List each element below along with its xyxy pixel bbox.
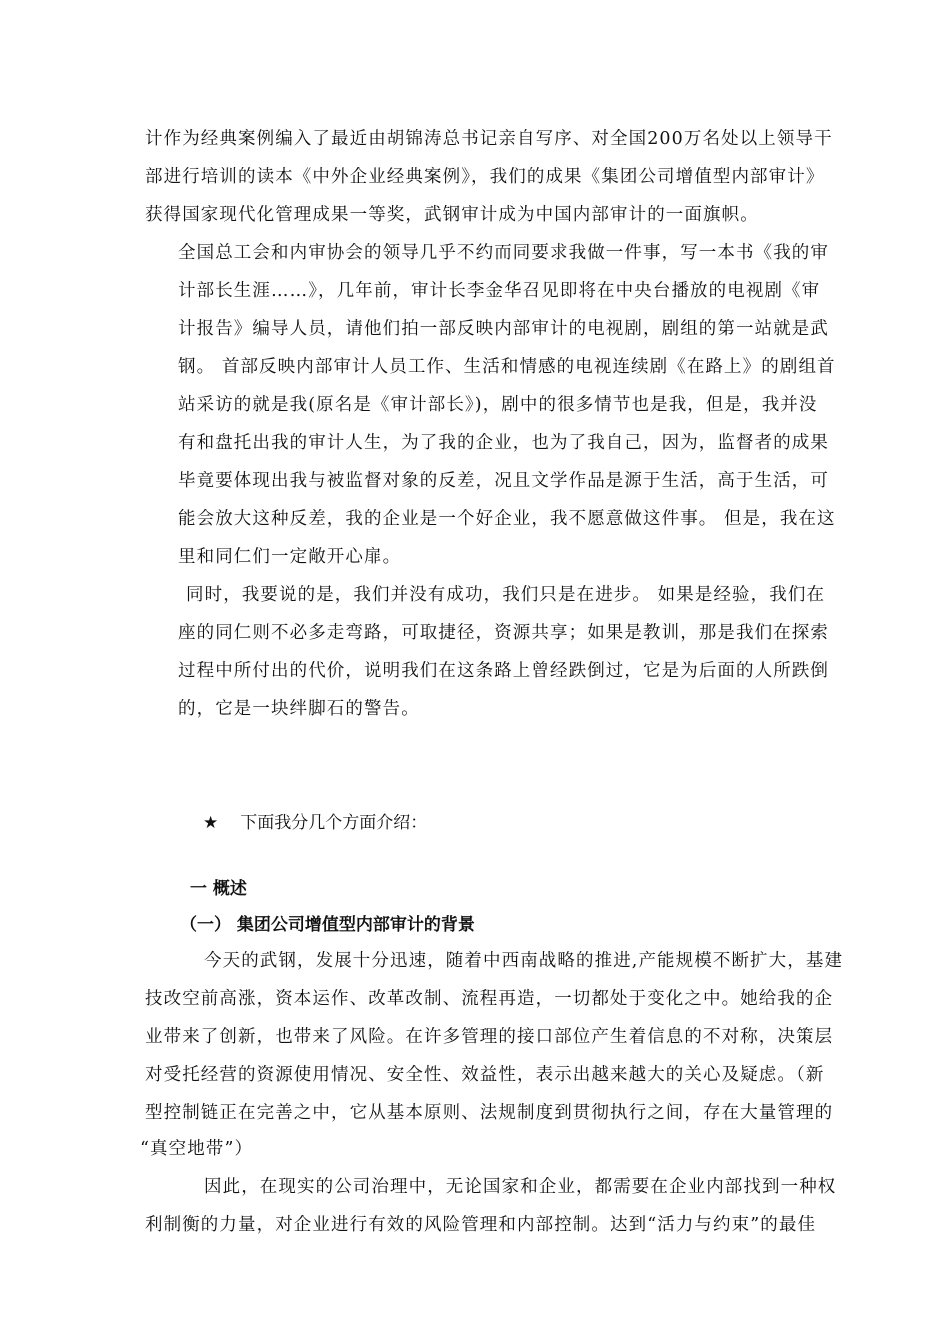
text-line: 站采访的就是我(原名是《审计部长》)，剧中的很多情节也是我，但是，我并没 xyxy=(178,395,818,415)
text-line: 的，它是一块绊脚石的警告。 xyxy=(178,699,420,719)
text-line: 计部长生涯……》，几年前，审计长李金华召见即将在中央台播放的电视剧《审 xyxy=(178,281,821,301)
text-line: 毕竟要体现出我与被监督对象的反差，况且文学作品是源于生活，高于生活，可 xyxy=(178,471,829,491)
section-subtitle: （一） 集团公司增值型内部审计的背景 xyxy=(180,915,475,935)
text-line: 有和盘托出我的审计人生，为了我的企业，也为了我自己，因为，监督者的成果 xyxy=(178,433,829,453)
text-line: 同时，我要说的是，我们并没有成功，我们只是在进步。 如果是经验，我们在 xyxy=(186,585,826,605)
intro-line xyxy=(203,812,427,834)
text-line: 型控制链正在完善之中，它从基本原则、法规制度到贯彻执行之间，存在大量管理的 xyxy=(145,1103,834,1123)
text-line: 技改空前高涨，资本运作、改革改制、流程再造，一切都处于变化之中。她给我的企 xyxy=(145,989,834,1009)
text-line: 过程中所付出的代价，说明我们在这条路上曾经跌倒过，它是为后面的人所跌倒 xyxy=(178,661,829,681)
text-line: 对受托经营的资源使用情况、安全性、效益性，表示出越来越大的关心及疑虑。（新 xyxy=(145,1065,825,1085)
text-line: 因此，在现实的公司治理中，无论国家和企业，都需要在企业内部找到一种权 xyxy=(204,1177,837,1197)
text-line: 部进行培训的读本《中外企业经典案例》，我们的成果《集团公司增值型内部审计》 xyxy=(145,167,825,187)
text-line: 获得国家现代化管理成果一等奖，武钢审计成为中国内部审计的一面旗帜。 xyxy=(145,205,759,225)
text-line: “真空地带”） xyxy=(140,1139,254,1159)
text-line: 全国总工会和内审协会的领导几乎不约而同要求我做一件事，写一本书《我的审 xyxy=(178,243,829,263)
text-line: 利制衡的力量，对企业进行有效的风险管理和内部控制。达到“活力与约束”的最佳 xyxy=(145,1215,817,1235)
text-line: 钢。 首部反映内部审计人员工作、生活和情感的电视连续剧《在路上》的剧组首 xyxy=(178,357,836,377)
text-line: 计报告》编导人员，请他们拍一部反映内部审计的电视剧，剧组的第一站就是武 xyxy=(178,319,829,339)
section-title: 一 概述 xyxy=(190,879,247,899)
intro-text: 下面我分几个方面介绍： xyxy=(240,813,428,833)
text-line: 计作为经典案例编入了最近由胡锦涛总书记亲自写序、对全国200万名处以上领导干 xyxy=(145,129,833,149)
text-line: 里和同仁们一定敞开心扉。 xyxy=(178,547,402,567)
text-line: 今天的武钢，发展十分迅速，随着中西南战略的推进,产能规模不断扩大，基建 xyxy=(204,951,844,971)
text-line: 能会放大这种反差，我的企业是一个好企业，我不愿意做这件事。 但是，我在这 xyxy=(178,509,836,529)
text-line: 座的同仁则不必多走弯路，可取捷径，资源共享；如果是教训，那是我们在探索 xyxy=(178,623,829,643)
text-line: 业带来了创新，也带来了风险。在许多管理的接口部位产生着信息的不对称，决策层 xyxy=(145,1027,834,1047)
star-icon: ★ xyxy=(203,813,219,833)
